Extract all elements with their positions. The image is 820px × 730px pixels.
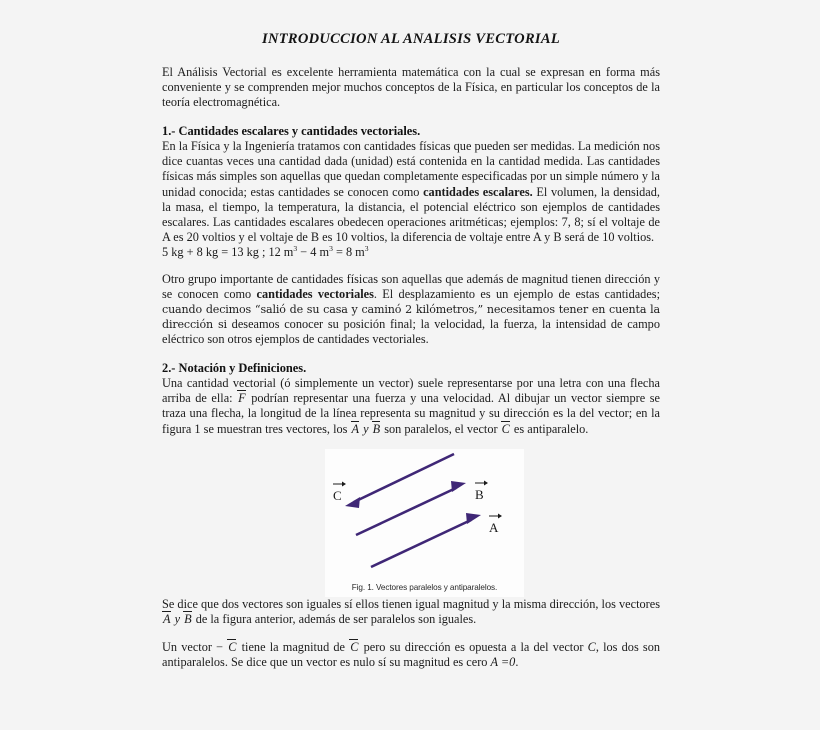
math-exponent-2: 3 (329, 244, 333, 254)
section-2-paragraph (162, 376, 660, 437)
closing-p1-text-b: de la figura anterior, además de ser paralelos son iguales. (192, 612, 477, 627)
section-1-p2-alt-line: cuando decimos “salió de su casa y caminó 2 kilómetros,” necesitamos tener en cuenta la dirección si (162, 303, 660, 332)
vector-symbol-B: B (372, 421, 381, 436)
italic-C: C (587, 640, 596, 655)
section-1-text-b: El volumen, la densidad, la masa, el tiempo, la temperatura, la distancia, el potencial eléctrico son ejemplos de cantidades escalares. Las cantidades escalares obedecen operaciones aritméticas; ejemplos: 7, 8; sí el voltaje de A es 20 voltios y el voltaje de B es 10 voltios, la diferencia de voltaje entre A y B será de 10 voltios. (162, 184, 660, 245)
closing-paragraph-2 (162, 640, 660, 670)
math-exponent-3: 3 (364, 244, 369, 254)
spacer (162, 48, 660, 65)
spacer (162, 261, 660, 272)
page-title: INTRODUCCION AL ANALISIS VECTORIAL (262, 31, 560, 47)
conjunction-y-2: y (171, 612, 184, 627)
section-2-text-a: Una cantidad vectorial (ó simplemente un vector) suele representarse por una letra con una flecha arriba de ella: (162, 376, 660, 406)
section-2-heading: 2.- Notación y Definiciones. (162, 360, 307, 375)
italic-A-zero: A =0 (490, 655, 516, 670)
figure-1 (325, 449, 524, 597)
closing-p2-text-b: tiene la magnitud de (237, 640, 350, 655)
minus-sign: − (216, 640, 228, 655)
section-1-p2-text-b: . El desplazamiento es un ejemplo de estas cantidades; (373, 286, 660, 301)
closing-p2-text-a: Un vector (162, 640, 217, 655)
bold-term-cantidades-vectoriales: cantidades vectoriales (256, 286, 374, 301)
closing-p2-period: . (515, 655, 519, 670)
vector-label-A-text: A (489, 520, 499, 535)
vector-symbol-A-2: A (163, 612, 171, 627)
section-1-paragraph-2 (162, 272, 660, 348)
conjunction-y-1: y (360, 421, 372, 436)
vector-label-B-text: B (475, 487, 484, 502)
section-2-text-b: podrían representar una fuerza y una velocidad. Al dibujar un vector siempre se traza una flecha, la longitud de la línea representa su magnitud y su dirección es la del vector; en la figura 1 se muestran tres vectores, los (162, 391, 660, 436)
vector-label-C-text: C (333, 488, 342, 503)
intro-paragraph: El Análisis Vectorial es excelente herramienta matemática con la cual se expresan en forma más conveniente y se comprenden mejor muchos conceptos de la Física, en particular los conceptos de la teoría electromagnética. (162, 65, 660, 110)
section-1-heading: 1.- Cantidades escalares y cantidades vectoriales. (162, 123, 421, 138)
section-1-p2-text-c: deseamos conocer su posición final; la velocidad, la fuerza, la intensidad de campo eléctrico son otros ejemplos de cantidades vectoriales. (162, 317, 660, 347)
vector-symbol-F: F (238, 391, 246, 406)
math-mid-2: = 8 m (332, 245, 365, 260)
math-exponent-1: 3 (293, 244, 298, 254)
figure-1-caption: Fig. 1. Vectores paralelos y antiparalelos. (351, 583, 498, 592)
section-2-text-c: son paralelos, el vector (381, 421, 501, 436)
closing-p2-text-c: pero su dirección es opuesta a la del vector (359, 640, 588, 655)
spacer (162, 111, 660, 124)
math-mid-1: − 4 m (297, 245, 330, 260)
spacer (162, 627, 660, 640)
closing-p1-text-a: Se dice que dos vectores son iguales sí ellos tienen igual magnitud y la misma dirección, los vectores (162, 596, 660, 611)
section-2-text-d: es antiparalelo. (510, 421, 589, 436)
math-prefix: 5 kg + 8 kg = 13 kg ; 12 m (162, 245, 294, 260)
closing-p2-text-d: , los dos son antiparalelos. Se dice que un vector es nulo sí su magnitud es cero (162, 640, 660, 670)
section-1-text-a: En la Física y la Ingeniería tratamos con cantidades físicas que pueden ser medidas. La medición nos dice cuantas veces una cantidad dada (unidad) está contenida en la cantidad medida. Las cantidades físicas más simples son aquellas que quedan completamente especificadas por un simple número y la unidad conocida; estas cantidades se conocen como (162, 139, 660, 199)
spacer (162, 348, 660, 361)
scalar-math-line (162, 245, 660, 260)
section-1-p2-text-a: Otro grupo importante de cantidades físicas son aquellas que además de magnitud tienen dirección y se conocen como (162, 271, 660, 301)
vector-symbol-C: C (501, 421, 510, 436)
bold-term-cantidades-escalares: cantidades escalares. (423, 184, 533, 199)
figure-1-svg (325, 449, 524, 597)
vector-symbol-C-neg: C (228, 640, 237, 655)
closing-paragraph-1 (162, 597, 660, 627)
vector-symbol-B-2: B (184, 612, 192, 627)
section-1-paragraph-1 (162, 139, 660, 245)
vector-symbol-C-2: C (350, 640, 359, 655)
vector-symbol-A: A (351, 421, 360, 436)
